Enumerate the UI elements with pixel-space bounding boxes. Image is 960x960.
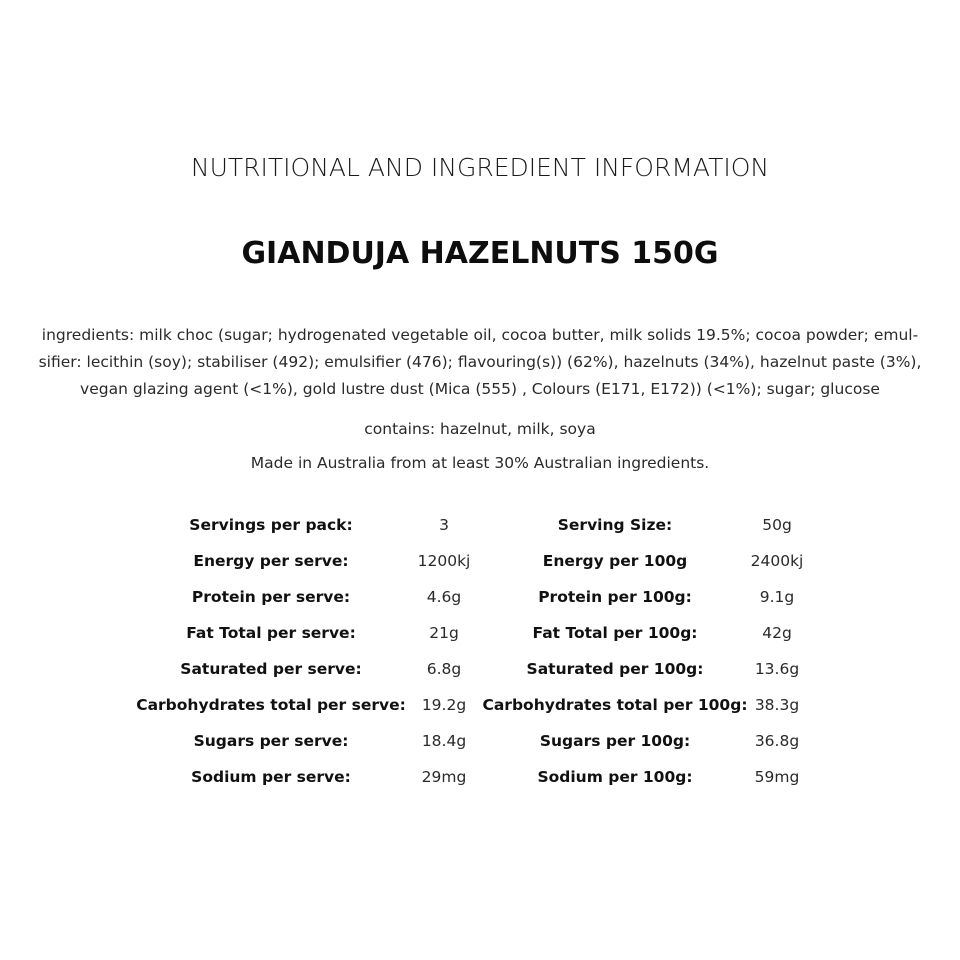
origin-statement: Made in Australia from at least 30% Australian ingredients.: [250, 454, 710, 472]
nutrition-value-serve: 4.6g: [426, 588, 462, 606]
nutrition-row: [0, 689, 960, 725]
nutrition-row: [0, 509, 960, 545]
nutrition-value-serve: 1200kj: [417, 552, 471, 570]
nutrition-value-100g: 13.6g: [754, 660, 800, 678]
nutrition-value-100g: 50g: [762, 516, 792, 534]
nutrition-value-100g: 9.1g: [759, 588, 795, 606]
nutrition-label-100g: Energy per 100g: [542, 552, 688, 570]
nutrition-label-100g: Serving Size:: [557, 516, 673, 534]
nutrition-value-100g: 42g: [762, 624, 792, 642]
nutrition-row: [0, 653, 960, 689]
nutrition-label-serve: Protein per serve:: [191, 588, 351, 606]
nutrition-value-serve: 19.2g: [421, 696, 467, 714]
nutrition-label-serve: Sodium per serve:: [191, 768, 351, 786]
ingredients-line: sifier: lecithin (soy); stabiliser (492); emulsifier (476); flavouring(s)) (62%), hazelnuts (34%), hazelnut paste (3%),: [38, 353, 922, 371]
allergen-statement: contains: hazelnut, milk, soya: [364, 420, 596, 438]
nutrition-label-serve: Servings per pack:: [189, 516, 353, 534]
nutrition-label-100g: Saturated per 100g:: [526, 660, 704, 678]
nutrition-value-serve: 29mg: [421, 768, 467, 786]
nutrition-row: [0, 761, 960, 797]
nutrition-value-serve: 6.8g: [426, 660, 462, 678]
nutrition-row: [0, 617, 960, 653]
nutrition-row: [0, 725, 960, 761]
nutrition-label-100g: Sodium per 100g:: [537, 768, 693, 786]
nutrition-row: [0, 545, 960, 581]
nutrition-label-100g: Protein per 100g:: [538, 588, 692, 606]
ingredients-line: vegan glazing agent (<1%), gold lustre dust (Mica (555) , Colours (E171, E172)) (<1%); sugar; glucose: [80, 380, 880, 398]
nutrition-table: [0, 509, 960, 797]
nutrition-row: [0, 581, 960, 617]
nutrition-value-100g: 59mg: [754, 768, 800, 786]
nutrition-label-100g: Sugars per 100g:: [539, 732, 691, 750]
nutrition-label-serve: Energy per serve:: [193, 552, 349, 570]
nutrition-label-100g: Carbohydrates total per 100g:: [482, 696, 748, 714]
product-title: GIANDUJA HAZELNUTS 150G: [241, 236, 719, 271]
ingredients-line: ingredients: milk choc (sugar; hydrogenated vegetable oil, cocoa butter, milk solids 19.5%; cocoa powder; emul-: [41, 326, 919, 344]
nutrition-value-100g: 38.3g: [754, 696, 800, 714]
nutrition-label-serve: Fat Total per serve:: [186, 624, 356, 642]
section-heading: NUTRITIONAL AND INGREDIENT INFORMATION: [190, 153, 770, 182]
ingredients-text: [28, 322, 932, 403]
nutrition-label-serve: Sugars per serve:: [193, 732, 349, 750]
nutrition-label-serve: Saturated per serve:: [180, 660, 362, 678]
nutrition-label-100g: Fat Total per 100g:: [532, 624, 698, 642]
nutrition-value-serve: 3: [439, 516, 449, 534]
nutrition-value-serve: 18.4g: [421, 732, 467, 750]
nutrition-value-serve: 21g: [429, 624, 459, 642]
nutrition-label-serve: Carbohydrates total per serve:: [136, 696, 406, 714]
nutrition-value-100g: 36.8g: [754, 732, 800, 750]
nutrition-value-100g: 2400kj: [750, 552, 804, 570]
